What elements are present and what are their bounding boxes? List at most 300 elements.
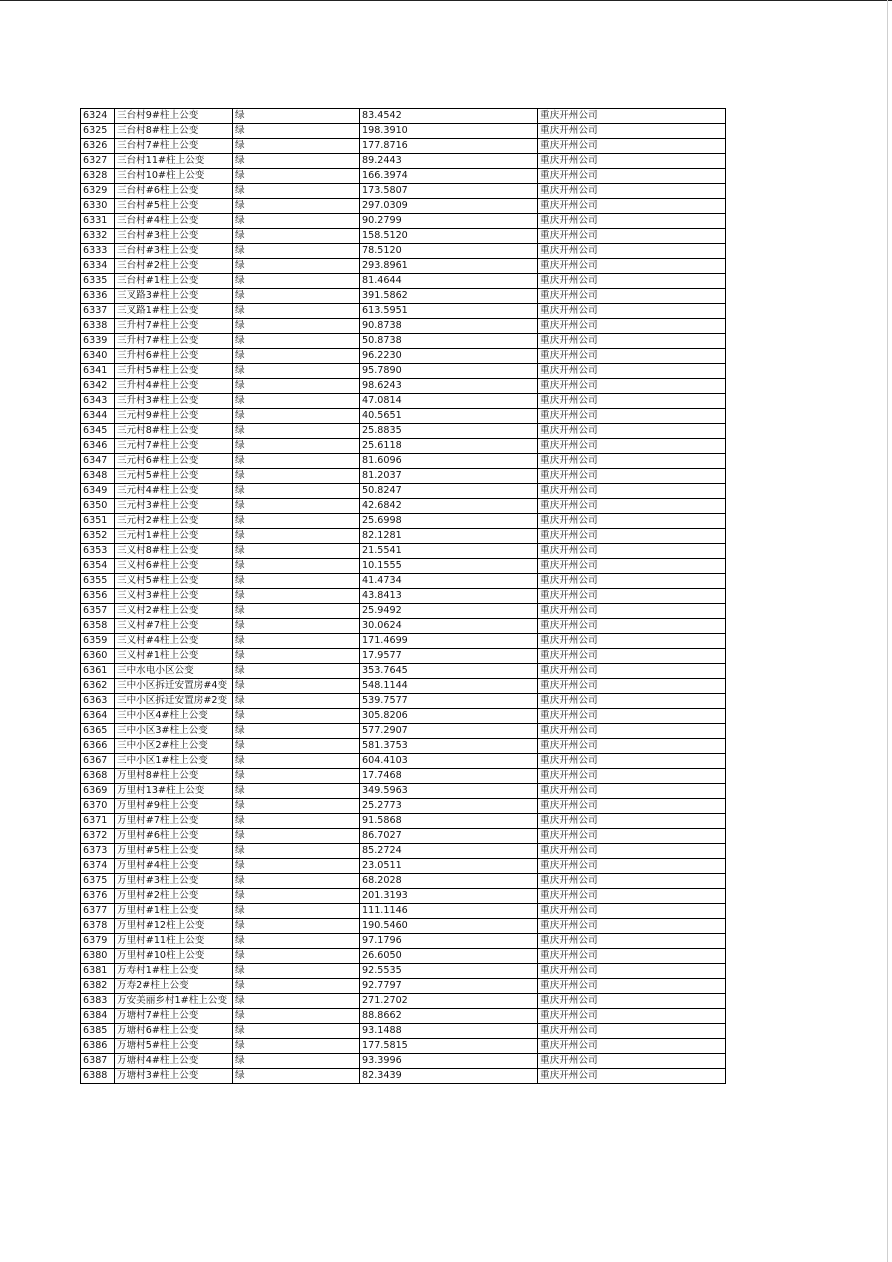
status-cell: 绿 — [233, 934, 360, 949]
value-cell: 93.3996 — [360, 1054, 538, 1069]
row-id-cell: 6370 — [81, 799, 115, 814]
table-row — [81, 679, 726, 694]
company-cell: 重庆开州公司 — [538, 739, 726, 754]
value-cell: 82.1281 — [360, 529, 538, 544]
company-cell: 重庆开州公司 — [538, 769, 726, 784]
company-cell: 重庆开州公司 — [538, 124, 726, 139]
value-cell: 23.0511 — [360, 859, 538, 874]
table-row — [81, 709, 726, 724]
row-id-cell: 6353 — [81, 544, 115, 559]
company-cell: 重庆开州公司 — [538, 244, 726, 259]
transformer-name-cell: 三中小区3#柱上公变 — [115, 724, 233, 739]
status-cell: 绿 — [233, 409, 360, 424]
company-cell: 重庆开州公司 — [538, 469, 726, 484]
row-id-cell: 6351 — [81, 514, 115, 529]
row-id-cell: 6381 — [81, 964, 115, 979]
transformer-name-cell: 万里村#4柱上公变 — [115, 859, 233, 874]
status-cell: 绿 — [233, 484, 360, 499]
table-row — [81, 664, 726, 679]
value-cell: 604.4103 — [360, 754, 538, 769]
table-row — [81, 589, 726, 604]
value-cell: 539.7577 — [360, 694, 538, 709]
table-row — [81, 829, 726, 844]
row-id-cell: 6387 — [81, 1054, 115, 1069]
transformer-name-cell: 三升村5#柱上公变 — [115, 364, 233, 379]
value-cell: 42.6842 — [360, 499, 538, 514]
table-row — [81, 649, 726, 664]
value-cell: 25.8835 — [360, 424, 538, 439]
value-cell: 85.2724 — [360, 844, 538, 859]
company-cell: 重庆开州公司 — [538, 544, 726, 559]
row-id-cell: 6355 — [81, 574, 115, 589]
status-cell: 绿 — [233, 799, 360, 814]
value-cell: 40.5651 — [360, 409, 538, 424]
value-cell: 41.4734 — [360, 574, 538, 589]
company-cell: 重庆开州公司 — [538, 319, 726, 334]
company-cell: 重庆开州公司 — [538, 754, 726, 769]
company-cell: 重庆开州公司 — [538, 1054, 726, 1069]
status-cell: 绿 — [233, 289, 360, 304]
table-row — [81, 859, 726, 874]
table-row — [81, 1009, 726, 1024]
status-cell: 绿 — [233, 154, 360, 169]
transformer-name-cell: 三台村#4柱上公变 — [115, 214, 233, 229]
row-id-cell: 6371 — [81, 814, 115, 829]
company-cell: 重庆开州公司 — [538, 454, 726, 469]
company-cell: 重庆开州公司 — [538, 619, 726, 634]
row-id-cell: 6366 — [81, 739, 115, 754]
company-cell: 重庆开州公司 — [538, 424, 726, 439]
value-cell: 353.7645 — [360, 664, 538, 679]
value-cell: 68.2028 — [360, 874, 538, 889]
table-row — [81, 724, 726, 739]
transformer-name-cell: 三中小区2#柱上公变 — [115, 739, 233, 754]
transformer-name-cell: 万里村8#柱上公变 — [115, 769, 233, 784]
status-cell: 绿 — [233, 124, 360, 139]
row-id-cell: 6344 — [81, 409, 115, 424]
transformer-name-cell: 三元村3#柱上公变 — [115, 499, 233, 514]
value-cell: 78.5120 — [360, 244, 538, 259]
value-cell: 81.2037 — [360, 469, 538, 484]
table-row — [81, 844, 726, 859]
row-id-cell: 6384 — [81, 1009, 115, 1024]
company-cell: 重庆开州公司 — [538, 799, 726, 814]
table-row — [81, 994, 726, 1009]
company-cell: 重庆开州公司 — [538, 184, 726, 199]
status-cell: 绿 — [233, 259, 360, 274]
transformer-name-cell: 三台村#5柱上公变 — [115, 199, 233, 214]
transformer-name-cell: 三台村#3柱上公变 — [115, 244, 233, 259]
table-row — [81, 694, 726, 709]
transformer-name-cell: 三元村8#柱上公变 — [115, 424, 233, 439]
table-row — [81, 529, 726, 544]
transformer-name-cell: 万塘村3#柱上公变 — [115, 1069, 233, 1084]
row-id-cell: 6360 — [81, 649, 115, 664]
company-cell: 重庆开州公司 — [538, 919, 726, 934]
status-cell: 绿 — [233, 1069, 360, 1084]
status-cell: 绿 — [233, 514, 360, 529]
value-cell: 548.1144 — [360, 679, 538, 694]
value-cell: 91.5868 — [360, 814, 538, 829]
row-id-cell: 6380 — [81, 949, 115, 964]
value-cell: 43.8413 — [360, 589, 538, 604]
transformer-name-cell: 三元村9#柱上公变 — [115, 409, 233, 424]
table-row — [81, 289, 726, 304]
status-cell: 绿 — [233, 394, 360, 409]
value-cell: 98.6243 — [360, 379, 538, 394]
status-cell: 绿 — [233, 904, 360, 919]
company-cell: 重庆开州公司 — [538, 1009, 726, 1024]
transformer-name-cell: 万里村#6柱上公变 — [115, 829, 233, 844]
table-row — [81, 259, 726, 274]
status-cell: 绿 — [233, 574, 360, 589]
table-row — [81, 379, 726, 394]
status-cell: 绿 — [233, 1024, 360, 1039]
value-cell: 90.2799 — [360, 214, 538, 229]
transformer-name-cell: 三升村7#柱上公变 — [115, 334, 233, 349]
company-cell: 重庆开州公司 — [538, 409, 726, 424]
status-cell: 绿 — [233, 229, 360, 244]
company-cell: 重庆开州公司 — [538, 379, 726, 394]
row-id-cell: 6332 — [81, 229, 115, 244]
transformer-name-cell: 三升村7#柱上公变 — [115, 319, 233, 334]
company-cell: 重庆开州公司 — [538, 1069, 726, 1084]
status-cell: 绿 — [233, 559, 360, 574]
value-cell: 17.9577 — [360, 649, 538, 664]
row-id-cell: 6330 — [81, 199, 115, 214]
company-cell: 重庆开州公司 — [538, 169, 726, 184]
value-cell: 89.2443 — [360, 154, 538, 169]
status-cell: 绿 — [233, 844, 360, 859]
company-cell: 重庆开州公司 — [538, 529, 726, 544]
table-row — [81, 619, 726, 634]
value-cell: 25.9492 — [360, 604, 538, 619]
table-row — [81, 424, 726, 439]
row-id-cell: 6369 — [81, 784, 115, 799]
table-row — [81, 139, 726, 154]
value-cell: 30.0624 — [360, 619, 538, 634]
status-cell: 绿 — [233, 649, 360, 664]
transformer-name-cell: 三义村#7柱上公变 — [115, 619, 233, 634]
row-id-cell: 6379 — [81, 934, 115, 949]
table-row — [81, 169, 726, 184]
company-cell: 重庆开州公司 — [538, 154, 726, 169]
transformer-name-cell: 三义村5#柱上公变 — [115, 574, 233, 589]
transformer-name-cell: 三元村6#柱上公变 — [115, 454, 233, 469]
status-cell: 绿 — [233, 544, 360, 559]
row-id-cell: 6386 — [81, 1039, 115, 1054]
value-cell: 171.4699 — [360, 634, 538, 649]
company-cell: 重庆开州公司 — [538, 394, 726, 409]
row-id-cell: 6324 — [81, 109, 115, 124]
status-cell: 绿 — [233, 994, 360, 1009]
row-id-cell: 6373 — [81, 844, 115, 859]
transformer-name-cell: 三叉路3#柱上公变 — [115, 289, 233, 304]
status-cell: 绿 — [233, 334, 360, 349]
row-id-cell: 6336 — [81, 289, 115, 304]
transformer-name-cell: 万里村#7柱上公变 — [115, 814, 233, 829]
table-row — [81, 634, 726, 649]
value-cell: 83.4542 — [360, 109, 538, 124]
value-cell: 47.0814 — [360, 394, 538, 409]
company-cell: 重庆开州公司 — [538, 979, 726, 994]
table-row — [81, 904, 726, 919]
status-cell: 绿 — [233, 469, 360, 484]
transformer-name-cell: 三叉路1#柱上公变 — [115, 304, 233, 319]
company-cell: 重庆开州公司 — [538, 694, 726, 709]
value-cell: 81.4644 — [360, 274, 538, 289]
row-id-cell: 6333 — [81, 244, 115, 259]
value-cell: 50.8247 — [360, 484, 538, 499]
table-row — [81, 604, 726, 619]
transformer-name-cell: 三义村3#柱上公变 — [115, 589, 233, 604]
row-id-cell: 6368 — [81, 769, 115, 784]
company-cell: 重庆开州公司 — [538, 874, 726, 889]
transformer-name-cell: 万塘村7#柱上公变 — [115, 1009, 233, 1024]
value-cell: 25.2773 — [360, 799, 538, 814]
status-cell: 绿 — [233, 499, 360, 514]
row-id-cell: 6341 — [81, 364, 115, 379]
row-id-cell: 6362 — [81, 679, 115, 694]
row-id-cell: 6349 — [81, 484, 115, 499]
transformer-name-cell: 三中小区1#柱上公变 — [115, 754, 233, 769]
transformer-name-cell: 三义村8#柱上公变 — [115, 544, 233, 559]
table-row — [81, 394, 726, 409]
status-cell: 绿 — [233, 754, 360, 769]
value-cell: 96.2230 — [360, 349, 538, 364]
value-cell: 613.5951 — [360, 304, 538, 319]
company-cell: 重庆开州公司 — [538, 559, 726, 574]
transformer-name-cell: 万塘村5#柱上公变 — [115, 1039, 233, 1054]
row-id-cell: 6348 — [81, 469, 115, 484]
status-cell: 绿 — [233, 979, 360, 994]
status-cell: 绿 — [233, 664, 360, 679]
row-id-cell: 6382 — [81, 979, 115, 994]
value-cell: 177.8716 — [360, 139, 538, 154]
row-id-cell: 6328 — [81, 169, 115, 184]
company-cell: 重庆开州公司 — [538, 814, 726, 829]
table-row — [81, 574, 726, 589]
row-id-cell: 6327 — [81, 154, 115, 169]
value-cell: 92.7797 — [360, 979, 538, 994]
row-id-cell: 6367 — [81, 754, 115, 769]
company-cell: 重庆开州公司 — [538, 139, 726, 154]
status-cell: 绿 — [233, 679, 360, 694]
row-id-cell: 6343 — [81, 394, 115, 409]
value-cell: 391.5862 — [360, 289, 538, 304]
table-row — [81, 934, 726, 949]
table-row — [81, 514, 726, 529]
status-cell: 绿 — [233, 589, 360, 604]
status-cell: 绿 — [233, 139, 360, 154]
company-cell: 重庆开州公司 — [538, 859, 726, 874]
row-id-cell: 6372 — [81, 829, 115, 844]
transformer-name-cell: 万寿2#柱上公变 — [115, 979, 233, 994]
table-row — [81, 319, 726, 334]
status-cell: 绿 — [233, 454, 360, 469]
value-cell: 201.3193 — [360, 889, 538, 904]
transformer-name-cell: 三台村7#柱上公变 — [115, 139, 233, 154]
transformer-name-cell: 三义村6#柱上公变 — [115, 559, 233, 574]
table-row — [81, 199, 726, 214]
value-cell: 26.6050 — [360, 949, 538, 964]
value-cell: 81.6096 — [360, 454, 538, 469]
row-id-cell: 6375 — [81, 874, 115, 889]
status-cell: 绿 — [233, 319, 360, 334]
company-cell: 重庆开州公司 — [538, 724, 726, 739]
company-cell: 重庆开州公司 — [538, 1024, 726, 1039]
company-cell: 重庆开州公司 — [538, 484, 726, 499]
table-row — [81, 754, 726, 769]
row-id-cell: 6338 — [81, 319, 115, 334]
value-cell: 88.8662 — [360, 1009, 538, 1024]
row-id-cell: 6388 — [81, 1069, 115, 1084]
table-row — [81, 769, 726, 784]
table-row — [81, 874, 726, 889]
status-cell: 绿 — [233, 529, 360, 544]
page-right-edge — [887, 0, 888, 1262]
row-id-cell: 6347 — [81, 454, 115, 469]
table-row — [81, 889, 726, 904]
company-cell: 重庆开州公司 — [538, 634, 726, 649]
value-cell: 90.8738 — [360, 319, 538, 334]
company-cell: 重庆开州公司 — [538, 994, 726, 1009]
table-row — [81, 454, 726, 469]
company-cell: 重庆开州公司 — [538, 514, 726, 529]
status-cell: 绿 — [233, 274, 360, 289]
row-id-cell: 6377 — [81, 904, 115, 919]
value-cell: 86.7027 — [360, 829, 538, 844]
value-cell: 158.5120 — [360, 229, 538, 244]
status-cell: 绿 — [233, 349, 360, 364]
value-cell: 173.5807 — [360, 184, 538, 199]
company-cell: 重庆开州公司 — [538, 889, 726, 904]
transformer-name-cell: 三元村1#柱上公变 — [115, 529, 233, 544]
table-row — [81, 124, 726, 139]
company-cell: 重庆开州公司 — [538, 784, 726, 799]
transformer-name-cell: 三中小区4#柱上公变 — [115, 709, 233, 724]
row-id-cell: 6365 — [81, 724, 115, 739]
transformer-name-cell: 三义村#4柱上公变 — [115, 634, 233, 649]
table-row — [81, 109, 726, 124]
value-cell: 50.8738 — [360, 334, 538, 349]
transformer-name-cell: 三台村8#柱上公变 — [115, 124, 233, 139]
status-cell: 绿 — [233, 1009, 360, 1024]
table-row — [81, 1054, 726, 1069]
row-id-cell: 6345 — [81, 424, 115, 439]
status-cell: 绿 — [233, 184, 360, 199]
row-id-cell: 6342 — [81, 379, 115, 394]
value-cell: 92.5535 — [360, 964, 538, 979]
transformer-name-cell: 万里村#2柱上公变 — [115, 889, 233, 904]
transformer-name-cell: 三升村3#柱上公变 — [115, 394, 233, 409]
status-cell: 绿 — [233, 244, 360, 259]
transformer-name-cell: 万里村#11柱上公变 — [115, 934, 233, 949]
company-cell: 重庆开州公司 — [538, 439, 726, 454]
company-cell: 重庆开州公司 — [538, 574, 726, 589]
page-top-border — [0, 0, 892, 1]
status-cell: 绿 — [233, 1054, 360, 1069]
status-cell: 绿 — [233, 364, 360, 379]
transformer-name-cell: 三元村7#柱上公变 — [115, 439, 233, 454]
status-cell: 绿 — [233, 604, 360, 619]
status-cell: 绿 — [233, 169, 360, 184]
transformer-name-cell: 万里村#10柱上公变 — [115, 949, 233, 964]
transformer-name-cell: 万里村#12柱上公变 — [115, 919, 233, 934]
company-cell: 重庆开州公司 — [538, 364, 726, 379]
table-row — [81, 1024, 726, 1039]
status-cell: 绿 — [233, 379, 360, 394]
row-id-cell: 6364 — [81, 709, 115, 724]
status-cell: 绿 — [233, 709, 360, 724]
row-id-cell: 6374 — [81, 859, 115, 874]
row-id-cell: 6339 — [81, 334, 115, 349]
table-row — [81, 439, 726, 454]
company-cell: 重庆开州公司 — [538, 334, 726, 349]
transformer-name-cell: 三中小区拆迁安置房#4变 — [115, 679, 233, 694]
row-id-cell: 6359 — [81, 634, 115, 649]
row-id-cell: 6385 — [81, 1024, 115, 1039]
status-cell: 绿 — [233, 439, 360, 454]
table-row — [81, 409, 726, 424]
status-cell: 绿 — [233, 829, 360, 844]
row-id-cell: 6331 — [81, 214, 115, 229]
transformer-name-cell: 万里村#3柱上公变 — [115, 874, 233, 889]
status-cell: 绿 — [233, 199, 360, 214]
status-cell: 绿 — [233, 304, 360, 319]
row-id-cell: 6383 — [81, 994, 115, 1009]
row-id-cell: 6329 — [81, 184, 115, 199]
transformer-name-cell: 万里村#5柱上公变 — [115, 844, 233, 859]
value-cell: 111.1146 — [360, 904, 538, 919]
transformer-name-cell: 三中水电小区公变 — [115, 664, 233, 679]
table-row — [81, 229, 726, 244]
row-id-cell: 6350 — [81, 499, 115, 514]
row-id-cell: 6334 — [81, 259, 115, 274]
company-cell: 重庆开州公司 — [538, 949, 726, 964]
data-table — [80, 108, 726, 1084]
status-cell: 绿 — [233, 634, 360, 649]
row-id-cell: 6356 — [81, 589, 115, 604]
table-row — [81, 799, 726, 814]
company-cell: 重庆开州公司 — [538, 259, 726, 274]
value-cell: 25.6998 — [360, 514, 538, 529]
status-cell: 绿 — [233, 694, 360, 709]
row-id-cell: 6358 — [81, 619, 115, 634]
company-cell: 重庆开州公司 — [538, 844, 726, 859]
status-cell: 绿 — [233, 109, 360, 124]
transformer-name-cell: 三台村10#柱上公变 — [115, 169, 233, 184]
transformer-name-cell: 万塘村4#柱上公变 — [115, 1054, 233, 1069]
table-row — [81, 544, 726, 559]
table-row — [81, 784, 726, 799]
table-row — [81, 499, 726, 514]
transformer-name-cell: 三元村4#柱上公变 — [115, 484, 233, 499]
row-id-cell: 6346 — [81, 439, 115, 454]
value-cell: 581.3753 — [360, 739, 538, 754]
company-cell: 重庆开州公司 — [538, 679, 726, 694]
table-row — [81, 559, 726, 574]
company-cell: 重庆开州公司 — [538, 109, 726, 124]
table-body — [81, 109, 726, 1084]
status-cell: 绿 — [233, 919, 360, 934]
status-cell: 绿 — [233, 889, 360, 904]
table-row — [81, 184, 726, 199]
status-cell: 绿 — [233, 214, 360, 229]
status-cell: 绿 — [233, 724, 360, 739]
status-cell: 绿 — [233, 874, 360, 889]
transformer-name-cell: 万塘村6#柱上公变 — [115, 1024, 233, 1039]
